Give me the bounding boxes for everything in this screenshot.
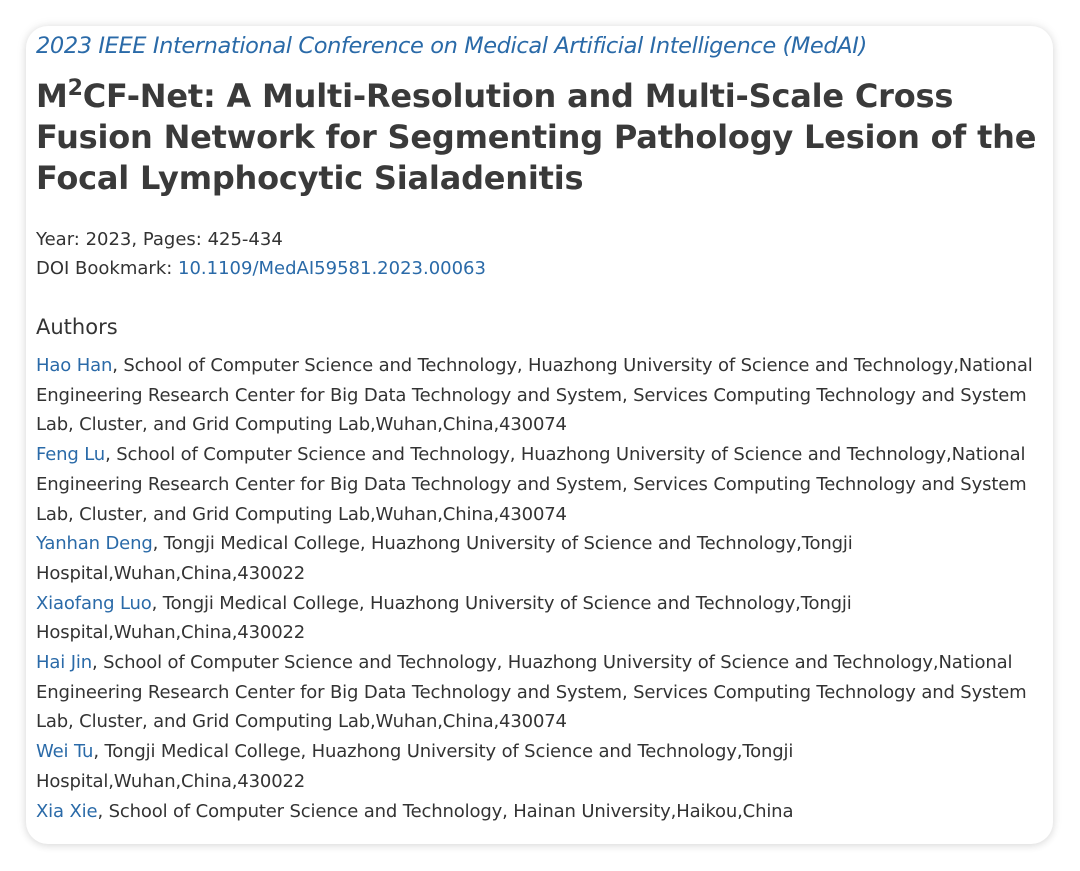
author-entry xyxy=(36,589,1051,648)
author-affiliation: , School of Computer Science and Technology, Huazhong University of Science and Technology,National Engineering Research Center for Big Data Technology and System, Services Computing Technology and System Lab, Cluster, and Grid Computing Lab,Wuhan,China,430074 xyxy=(36,652,1027,733)
author-link[interactable]: Yanhan Deng xyxy=(36,533,153,555)
author-affiliation: , Tongji Medical College, Huazhong University of Science and Technology,Tongji Hospital,Wuhan,China,430022 xyxy=(36,592,852,644)
author-affiliation: , School of Computer Science and Technology, Huazhong University of Science and Technology,National Engineering Research Center for Big Data Technology and System, Services Computing Technology and System Lab, Cluster, and Grid Computing Lab,Wuhan,China,430074 xyxy=(36,355,1033,436)
author-affiliation: , Tongji Medical College, Huazhong University of Science and Technology,Tongji Hospital,Wuhan,China,430022 xyxy=(36,533,853,584)
authors-heading: Authors xyxy=(36,315,118,339)
author-entry xyxy=(36,737,1051,796)
doi-link[interactable]: 10.1109/MedAI59581.2023.00063 xyxy=(178,258,486,279)
author-link[interactable]: Wei Tu xyxy=(36,741,94,763)
author-link[interactable]: Xia Xie xyxy=(36,800,98,822)
author-affiliation: , School of Computer Science and Technology, Huazhong University of Science and Technology,National Engineering Research Center for Big Data Technology and System, Services Computing Technology and System Lab, Cluster, and Grid Computing Lab,Wuhan,China,430074 xyxy=(36,444,1027,525)
author-affiliation: , School of Computer Science and Technology, Hainan University,Haikou,China xyxy=(97,800,794,822)
paper-content xyxy=(36,32,1051,826)
author-entry xyxy=(36,529,1051,588)
author-link[interactable]: Feng Lu xyxy=(36,444,106,466)
author-link[interactable]: Hai Jin xyxy=(36,652,92,674)
title-m: M xyxy=(36,77,68,115)
paper-meta xyxy=(36,225,1051,283)
doi-row xyxy=(36,254,1051,283)
paper-card xyxy=(26,26,1053,844)
author-link[interactable]: Xiaofang Luo xyxy=(36,592,152,614)
author-entry xyxy=(36,797,1051,827)
doi-label: DOI Bookmark: xyxy=(36,258,179,279)
year-pages: Year: 2023, Pages: 425-434 xyxy=(36,229,283,250)
author-affiliation: , Tongji Medical College, Huazhong University of Science and Technology,Tongji Hospital,Wuhan,China,430022 xyxy=(36,741,794,792)
author-link[interactable]: Hao Han xyxy=(36,355,113,376)
author-entry xyxy=(36,440,1051,529)
author-entry xyxy=(36,351,1051,440)
authors-list xyxy=(36,351,1051,826)
title-superscript: 2 xyxy=(67,76,83,101)
paper-title xyxy=(36,76,1051,199)
conference-link[interactable]: 2023 IEEE International Conference on Medical Artificial Intelligence (MedAI) xyxy=(36,33,867,59)
author-entry xyxy=(36,648,1051,737)
title-rest: CF-Net: A Multi-Resolution and Multi-Scale Cross Fusion Network for Segmenting Pathology Lesion of the Focal Lymphocytic Sialadenitis xyxy=(36,77,1037,197)
